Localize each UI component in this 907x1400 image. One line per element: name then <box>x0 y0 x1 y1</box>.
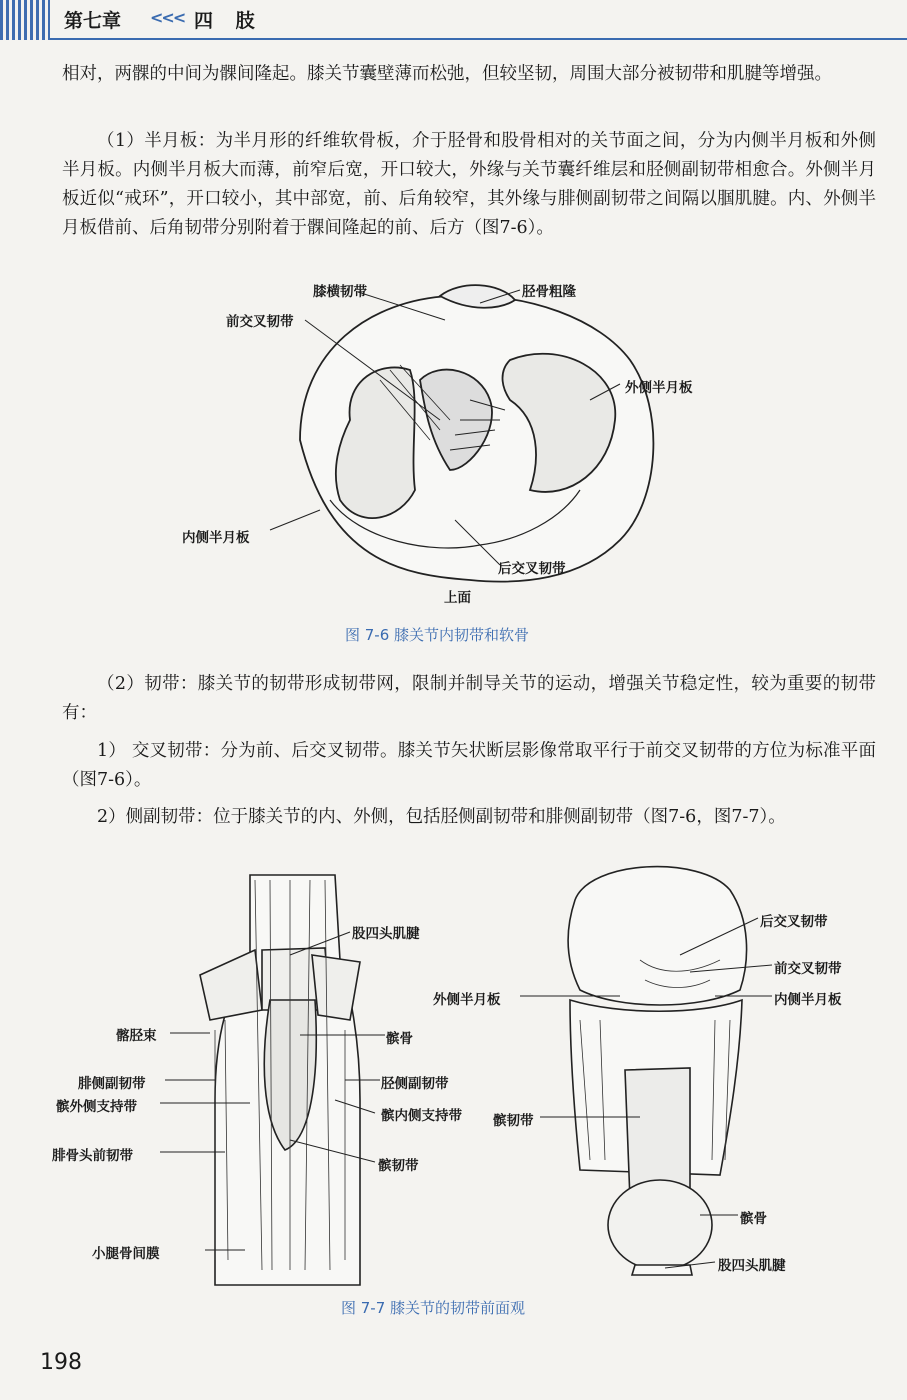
label-patella-left: 髌骨 <box>386 1031 413 1047</box>
label-tibial-collateral: 胫侧副韧带 <box>381 1076 449 1092</box>
figure-7-6-caption: 图 7-6 膝关节内韧带和软骨 <box>345 626 530 644</box>
label-medial-meniscus-right: 内侧半月板 <box>774 992 842 1008</box>
label-lateral-meniscus-right: 外侧半月板 <box>433 992 501 1008</box>
paragraph-intro: 相对，两髁的中间为髁间隆起。膝关节囊壁薄而松弛，但较坚韧，周围大部分被韧带和肌腱等增强。 <box>62 64 832 84</box>
label-transverse-ligament: 膝横韧带 <box>313 284 367 300</box>
paragraph-ligaments: （2）韧带：膝关节的韧带形成韧带网，限制并制导关节的运动，增强关节稳定性，较为重要的韧带有： <box>62 674 876 723</box>
chapter-title: 第七章 <box>64 10 122 32</box>
label-quadriceps-tendon: 股四头肌腱 <box>352 926 420 942</box>
label-lateral-meniscus: 外侧半月板 <box>625 380 693 396</box>
label-pcl-right: 后交叉韧带 <box>760 914 828 930</box>
label-fibular-collateral: 腓侧副韧带 <box>78 1076 146 1092</box>
paragraph-cruciate: 1） 交叉韧带：分为前、后交叉韧带。膝关节矢状断层影像常取平行于前交叉韧带的方位为标准平面（图7-6）。 <box>62 741 876 790</box>
paragraph-meniscus: （1）半月板：为半月形的纤维软骨板，介于胫骨和股骨相对的关节面之间，分为内侧半月板和外侧半月板。内侧半月板大而薄，前窄后宽，开口较大，外缘与关节囊纤维层和胫侧副韧带相愈合。外侧半月板近似“戒环”，开口较小，其中部宽，前、后角较窄，其外缘与腓侧副韧带之间隔以腘肌腱。内、外侧半月板借前、后角韧带分别附着于髁间隆起的前、后方（图7-6）。 <box>62 131 876 238</box>
label-tibial-tuberosity: 胫骨粗隆 <box>522 284 576 300</box>
label-medial-retinaculum: 髌内侧支持带 <box>381 1108 462 1124</box>
label-medial-meniscus: 内侧半月板 <box>182 530 250 546</box>
chevron-icon: <<< <box>150 8 185 27</box>
label-fibular-head-ligament: 腓骨头前韧带 <box>52 1148 133 1164</box>
label-pcl: 后交叉韧带 <box>498 561 566 577</box>
label-iliotibial-tract: 髂胫束 <box>116 1028 157 1044</box>
label-top-view: 上面 <box>444 590 471 606</box>
paragraph-collateral: 2）侧副韧带：位于膝关节的内、外侧，包括胫侧副韧带和腓侧副韧带（图7-6，图7-7）。 <box>97 807 786 827</box>
label-patella-right: 髌骨 <box>740 1211 767 1227</box>
label-acl: 前交叉韧带 <box>226 314 294 330</box>
section-title: 四 肢 <box>194 10 263 32</box>
figure-7-7-caption: 图 7-7 膝关节的韧带前面观 <box>341 1299 526 1317</box>
label-quadriceps-right: 股四头肌腱 <box>718 1258 786 1274</box>
label-patellar-ligament-right: 髌韧带 <box>493 1113 534 1129</box>
label-lateral-retinaculum: 髌外侧支持带 <box>56 1099 137 1115</box>
label-acl-right: 前交叉韧带 <box>774 961 842 977</box>
label-interosseous-membrane: 小腿骨间膜 <box>92 1246 160 1262</box>
label-patellar-ligament-left: 髌韧带 <box>378 1158 419 1174</box>
page-number: 198 <box>40 1350 82 1375</box>
